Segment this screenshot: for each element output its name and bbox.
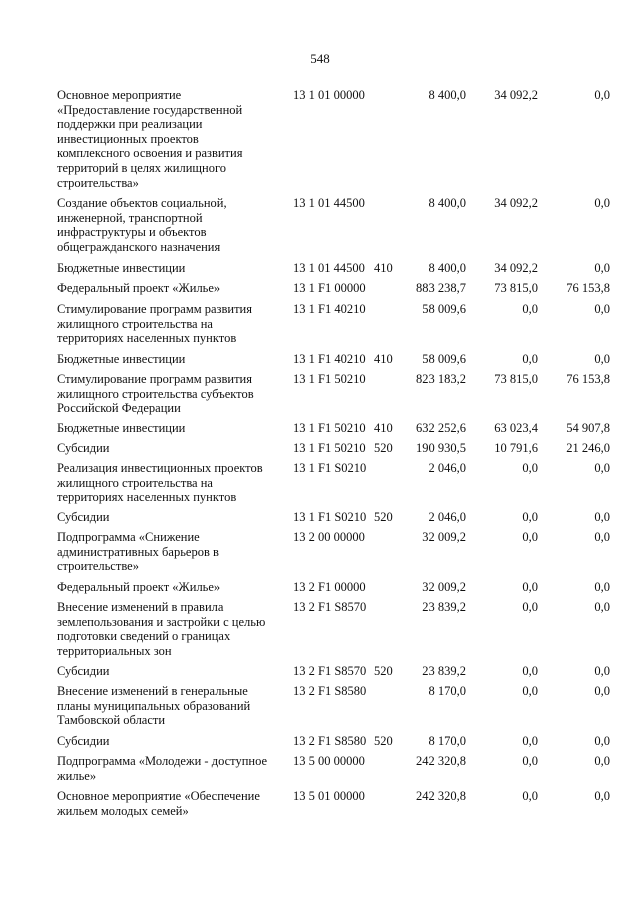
row-name — [57, 684, 277, 728]
row-name-line: Бюджетные инвестиции — [57, 352, 186, 366]
amount-year-2: 0,0 — [522, 600, 538, 614]
row-name-line: поддержки при реализации — [57, 117, 203, 132]
target-article-code: 13 5 01 00000 — [293, 789, 365, 803]
row-name-line: Внесение изменений в правила — [57, 600, 224, 614]
row-name-line: Субсидии — [57, 734, 110, 748]
amount-year-2: 63 023,4 — [494, 421, 538, 435]
expense-type-code: 520 — [374, 734, 393, 748]
amount-year-3: 76 153,8 — [566, 372, 610, 386]
row-name — [57, 352, 277, 367]
amount-year-3: 0,0 — [594, 754, 610, 768]
row-name-line: Стимулирование программ развития — [57, 372, 252, 386]
amount-year-1: 823 183,2 — [416, 372, 466, 386]
amount-year-1: 8 170,0 — [428, 734, 466, 748]
row-name-line: территориальных зон — [57, 643, 172, 658]
amount-year-3: 0,0 — [594, 580, 610, 594]
amount-year-2: 0,0 — [522, 664, 538, 678]
amount-year-2: 10 791,6 — [494, 441, 538, 455]
target-article-code: 13 1 F1 50210 — [293, 441, 366, 455]
row-name-line: Субсидии — [57, 510, 110, 524]
amount-year-2: 0,0 — [522, 684, 538, 698]
target-article-code: 13 1 F1 50210 — [293, 421, 366, 435]
target-article-code: 13 1 01 44500 — [293, 196, 365, 210]
target-article-code: 13 2 F1 S8570 — [293, 664, 367, 678]
row-name-line: землепользования и застройки с целью — [57, 614, 266, 629]
row-name — [57, 196, 277, 254]
amount-year-1: 190 930,5 — [416, 441, 466, 455]
row-name — [57, 580, 277, 595]
row-name — [57, 530, 277, 574]
row-name-line: Федеральный проект «Жилье» — [57, 281, 221, 295]
target-article-code: 13 2 F1 S8570 — [293, 600, 367, 614]
row-name — [57, 372, 277, 416]
amount-year-2: 0,0 — [522, 461, 538, 475]
target-article-code: 13 1 F1 40210 — [293, 302, 366, 316]
amount-year-3: 54 907,8 — [566, 421, 610, 435]
row-name-line: Создание объектов социальной, — [57, 196, 227, 210]
amount-year-3: 21 246,0 — [566, 441, 610, 455]
row-name-line: Российской Федерации — [57, 401, 181, 416]
amount-year-2: 0,0 — [522, 530, 538, 544]
amount-year-3: 0,0 — [594, 302, 610, 316]
amount-year-2: 0,0 — [522, 734, 538, 748]
amount-year-1: 883 238,7 — [416, 281, 466, 295]
amount-year-1: 23 839,2 — [422, 600, 466, 614]
row-name-line: комплексного освоения и развития — [57, 146, 243, 161]
target-article-code: 13 2 F1 S8580 — [293, 734, 367, 748]
expense-type-code: 410 — [374, 261, 393, 275]
row-name — [57, 600, 277, 658]
amount-year-3: 0,0 — [594, 88, 610, 102]
amount-year-1: 32 009,2 — [422, 530, 466, 544]
row-name — [57, 281, 277, 296]
target-article-code: 13 2 F1 00000 — [293, 580, 366, 594]
amount-year-1: 8 400,0 — [428, 261, 466, 275]
target-article-code: 13 1 F1 00000 — [293, 281, 366, 295]
row-name-line: инвестиционных проектов — [57, 131, 199, 146]
page-number: 548 — [310, 51, 330, 66]
row-name-line: территорий в целях жилищного — [57, 160, 227, 175]
row-name — [57, 510, 277, 525]
target-article-code: 13 1 F1 S0210 — [293, 510, 367, 524]
amount-year-1: 242 320,8 — [416, 789, 466, 803]
target-article-code: 13 2 F1 S8580 — [293, 684, 367, 698]
target-article-code: 13 1 F1 50210 — [293, 372, 366, 386]
amount-year-1: 32 009,2 — [422, 580, 466, 594]
row-name-line: инфраструктуры и объектов — [57, 225, 207, 240]
amount-year-3: 76 153,8 — [566, 281, 610, 295]
target-article-code: 13 2 00 00000 — [293, 530, 365, 544]
target-article-code: 13 1 01 44500 — [293, 261, 365, 275]
row-name-line: планы муниципальных образований — [57, 698, 251, 713]
row-name-line: Субсидии — [57, 664, 110, 678]
amount-year-1: 8 170,0 — [428, 684, 466, 698]
row-name-line: Тамбовской области — [57, 713, 166, 728]
row-name-line: жильем молодых семей» — [57, 803, 189, 818]
row-name-line: жилищного строительства на — [57, 475, 213, 490]
amount-year-2: 0,0 — [522, 789, 538, 803]
amount-year-3: 0,0 — [594, 734, 610, 748]
amount-year-3: 0,0 — [594, 664, 610, 678]
amount-year-1: 23 839,2 — [422, 664, 466, 678]
amount-year-1: 2 046,0 — [428, 461, 466, 475]
row-name-line: строительстве» — [57, 559, 139, 574]
amount-year-1: 632 252,6 — [416, 421, 466, 435]
row-name — [57, 789, 277, 818]
row-name-line: общегражданского назначения — [57, 239, 221, 254]
amount-year-2: 0,0 — [522, 580, 538, 594]
expense-type-code: 520 — [374, 664, 393, 678]
expense-type-code: 520 — [374, 510, 393, 524]
row-name-line: Бюджетные инвестиции — [57, 421, 186, 435]
row-name-line: Внесение изменений в генеральные — [57, 684, 248, 698]
row-name-line: инженерной, транспортной — [57, 210, 203, 225]
row-name-line: территориях населенных пунктов — [57, 331, 237, 346]
amount-year-2: 0,0 — [522, 754, 538, 768]
amount-year-2: 34 092,2 — [494, 196, 538, 210]
amount-year-1: 2 046,0 — [428, 510, 466, 524]
row-name-line: Реализация инвестиционных проектов — [57, 461, 263, 475]
row-name-line: «Предоставление государственной — [57, 102, 243, 117]
row-name — [57, 664, 277, 679]
amount-year-2: 73 815,0 — [494, 281, 538, 295]
amount-year-2: 34 092,2 — [494, 88, 538, 102]
row-name-line: жилье» — [57, 768, 97, 783]
row-name-line: Основное мероприятие «Обеспечение — [57, 789, 260, 803]
amount-year-1: 8 400,0 — [428, 88, 466, 102]
amount-year-3: 0,0 — [594, 196, 610, 210]
amount-year-3: 0,0 — [594, 600, 610, 614]
row-name-line: подготовки сведений о границах — [57, 629, 231, 644]
amount-year-1: 242 320,8 — [416, 754, 466, 768]
target-article-code: 13 1 F1 S0210 — [293, 461, 367, 475]
amount-year-1: 58 009,6 — [422, 352, 466, 366]
amount-year-1: 58 009,6 — [422, 302, 466, 316]
row-name — [57, 754, 277, 783]
target-article-code: 13 1 F1 40210 — [293, 352, 366, 366]
amount-year-3: 0,0 — [594, 530, 610, 544]
row-name-line: Бюджетные инвестиции — [57, 261, 186, 275]
amount-year-2: 0,0 — [522, 352, 538, 366]
amount-year-3: 0,0 — [594, 789, 610, 803]
row-name-line: Подпрограмма «Снижение — [57, 530, 200, 544]
row-name — [57, 461, 277, 505]
amount-year-1: 8 400,0 — [428, 196, 466, 210]
amount-year-3: 0,0 — [594, 510, 610, 524]
expense-type-code: 410 — [374, 352, 393, 366]
row-name-line: Стимулирование программ развития — [57, 302, 252, 316]
row-name — [57, 441, 277, 456]
expense-type-code: 410 — [374, 421, 393, 435]
row-name-line: Субсидии — [57, 441, 110, 455]
row-name-line: Основное мероприятие — [57, 88, 182, 102]
row-name — [57, 302, 277, 346]
row-name — [57, 734, 277, 749]
expense-type-code: 520 — [374, 441, 393, 455]
row-name — [57, 421, 277, 436]
row-name — [57, 88, 277, 190]
row-name-line: территориях населенных пунктов — [57, 490, 237, 505]
row-name-line: жилищного строительства на — [57, 316, 213, 331]
target-article-code: 13 1 01 00000 — [293, 88, 365, 102]
row-name-line: Подпрограмма «Молодежи - доступное — [57, 754, 268, 768]
amount-year-3: 0,0 — [594, 352, 610, 366]
amount-year-2: 73 815,0 — [494, 372, 538, 386]
row-name-line: административных барьеров в — [57, 544, 219, 559]
amount-year-3: 0,0 — [594, 684, 610, 698]
amount-year-3: 0,0 — [594, 461, 610, 475]
amount-year-2: 0,0 — [522, 510, 538, 524]
amount-year-2: 34 092,2 — [494, 261, 538, 275]
target-article-code: 13 5 00 00000 — [293, 754, 365, 768]
row-name-line: жилищного строительства субъектов — [57, 386, 254, 401]
row-name — [57, 261, 277, 276]
amount-year-2: 0,0 — [522, 302, 538, 316]
row-name-line: Федеральный проект «Жилье» — [57, 580, 221, 594]
amount-year-3: 0,0 — [594, 261, 610, 275]
row-name-line: строительства» — [57, 175, 139, 190]
